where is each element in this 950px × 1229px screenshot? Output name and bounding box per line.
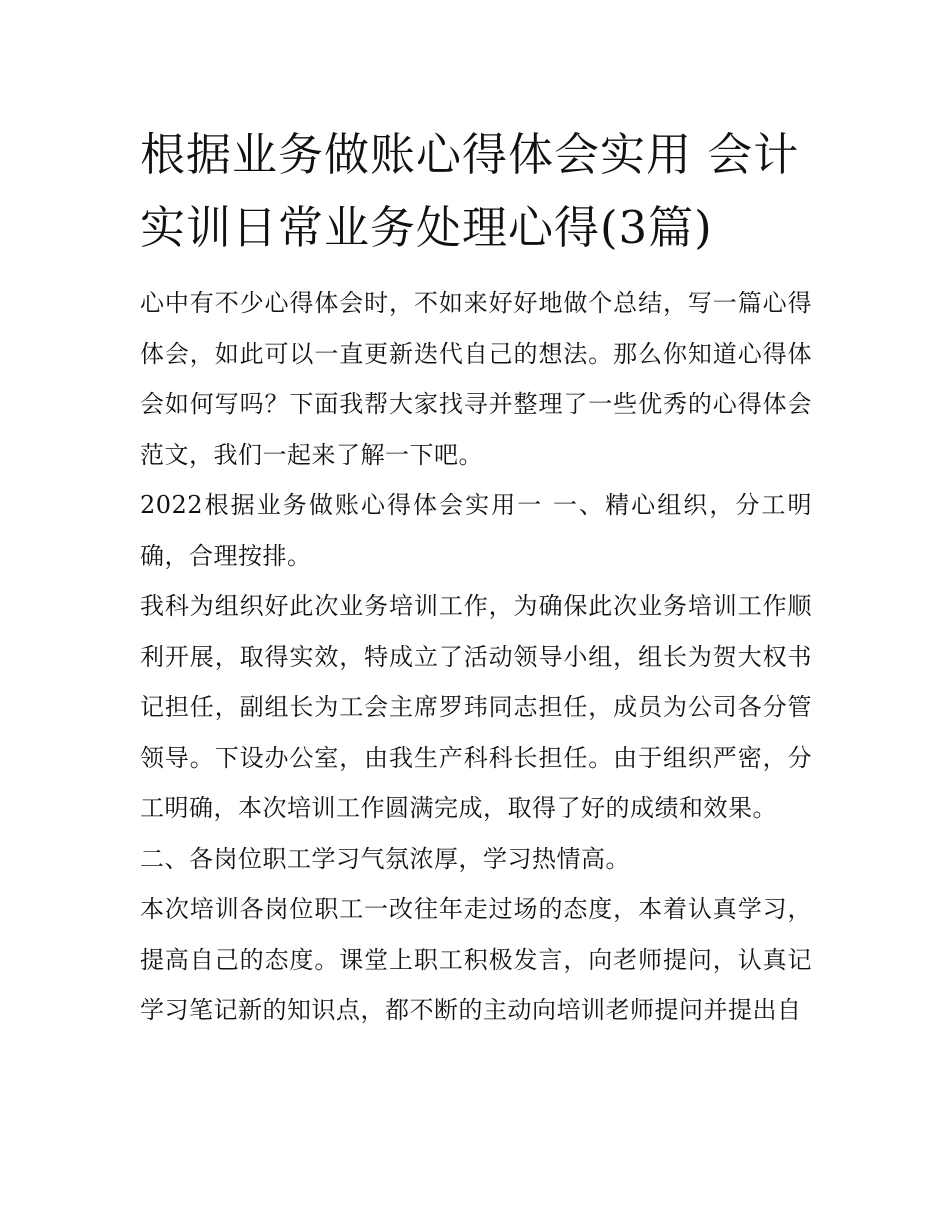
paragraph-training: 本次培训各岗位职工一改往年走过场的态度，本着认真学习，提高自己的态度。课堂上职工积极发言，向老师提问，认真记学习笔记新的知识点，都不断的主动向培训老师提问并提出自 (140, 895, 812, 1024)
paragraph-section-one-heading: 2022根据业务做账心得体会实用一 一、精心组织，分工明确，合理按排。 (140, 491, 812, 570)
paragraph-organization: 我科为组织好此次业务培训工作，为确保此次业务培训工作顺利开展，取得实效，特成立了活动领导小组，组长为贺大权书记担任，副组长为工会主席罗玮同志担任，成员为公司各分管领导。下设办公室，由我生产科科长担任。由于组织严密，分工明确，本次培训工作圆满完成，取得了好的成绩和效果。 (140, 592, 812, 822)
document-body (140, 278, 812, 1036)
paragraph-section-two-heading: 二、各岗位职工学习气氛浓厚，学习热情高。 (140, 844, 630, 873)
document-content (140, 118, 812, 1036)
paragraph-intro: 心中有不少心得体会时，不如来好好地做个总结，写一篇心得体会，如此可以一直更新迭代自己的想法。那么你知道心得体会如何写吗？下面我帮大家找寻并整理了一些优秀的心得体会范文，我们一起来了解一下吧。 (140, 289, 812, 469)
document-title: 根据业务做账心得体会实用 会计实训日常业务处理心得(3篇) (140, 128, 800, 254)
